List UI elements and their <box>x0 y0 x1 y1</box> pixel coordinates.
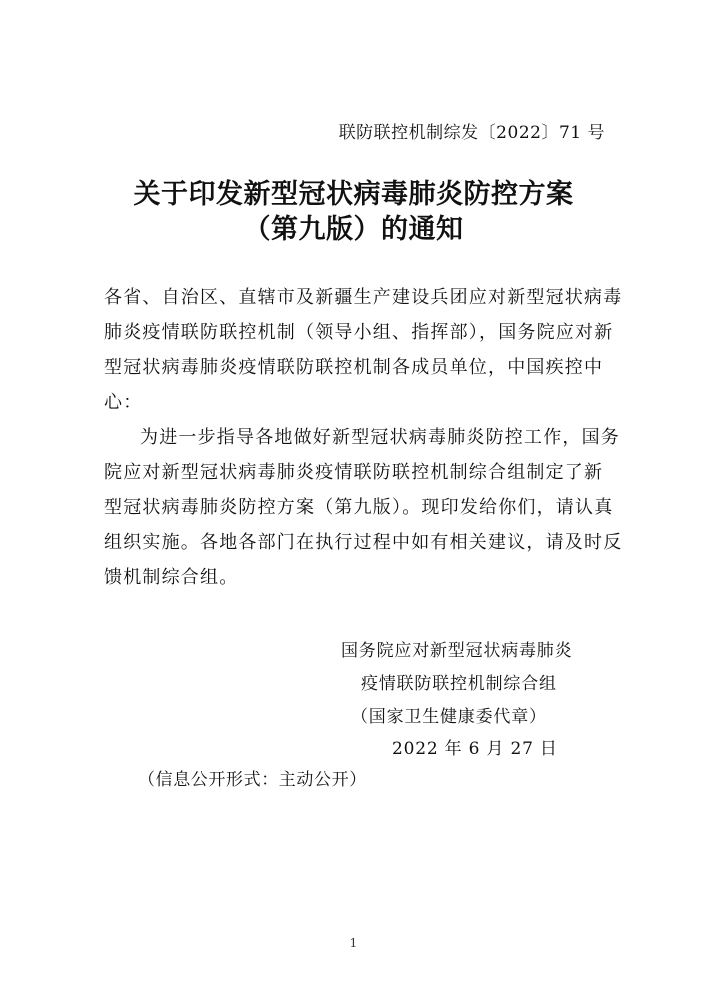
body-line-1: 为进一步指导各地做好新型冠状病毒肺炎防控工作，国务 <box>140 427 620 448</box>
body-line-3: 型冠状病毒肺炎防控方案（第九版）。现印发给你们，请认真 <box>104 497 614 518</box>
document-title-line-2: （第九版）的通知 <box>243 214 464 245</box>
signature-line-3: （国家卫生健康委代章） <box>351 707 547 727</box>
body-line-5: 馈机制综合组。 <box>104 567 239 588</box>
document-title-line-1: 关于印发新型冠状病毒肺炎防控方案 <box>133 179 574 210</box>
recipients-line-2: 肺炎疫情联防联控机制（领导小组、指挥部），国务院应对新 <box>104 322 614 343</box>
body-line-2: 院应对新型冠状病毒肺炎疫情联防联控机制综合组制定了新 <box>104 462 604 483</box>
signature-line-1: 国务院应对新型冠状病毒肺炎 <box>341 641 573 661</box>
signature-date: 2022 年 6 月 27 日 <box>392 739 558 759</box>
document-number: 联防联控机制综发〔2022〕71 号 <box>338 123 605 143</box>
body-line-4: 组织实施。各地各部门在执行过程中如有相关建议，请及时反 <box>104 532 623 553</box>
recipients-line-1: 各省、自治区、直辖市及新疆生产建设兵团应对新型冠状病毒 <box>104 287 623 308</box>
signature-line-2: 疫情联防联控机制综合组 <box>361 674 557 694</box>
recipients-line-3: 型冠状病毒肺炎疫情联防联控机制各成员单位，中国疾控中 <box>104 357 604 378</box>
publicity-note: （信息公开形式：主动公开） <box>138 770 367 790</box>
page-number: 1 <box>349 936 358 950</box>
recipients-line-4: 心： <box>104 392 143 413</box>
